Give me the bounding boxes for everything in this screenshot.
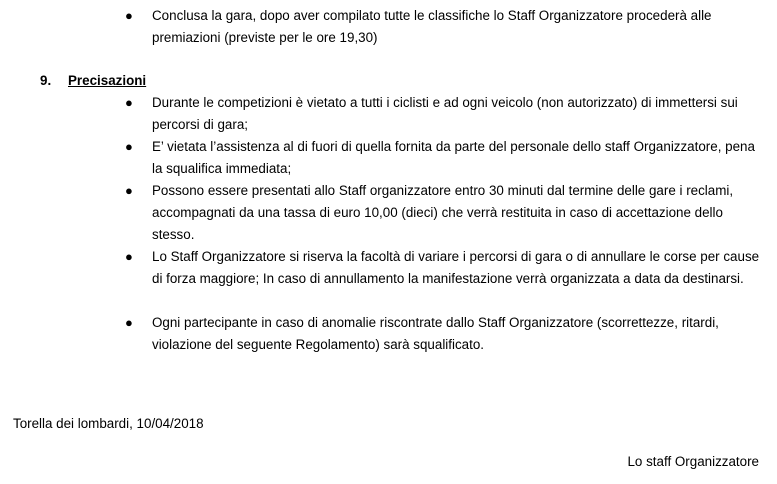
list-item-text: Lo Staff Organizzatore si riserva la facoltà di variare i percorsi di gara o di annullare le corse per cause di forza maggiore; In caso di annullamento la manifestazione verrà organizzata a data da destinarsi. [152, 249, 760, 286]
list-item-text: Ogni partecipante in caso di anomalie riscontrate dallo Staff Organizzatore (scorrettezze, ritardi, violazione del seguente Regolamento) sarà squalificato. [152, 315, 719, 352]
bullet-icon: ● [125, 95, 133, 110]
signature: Lo staff Organizzatore [627, 454, 759, 469]
list-item [125, 180, 764, 245]
section-heading [40, 70, 146, 92]
list-item [125, 246, 764, 290]
bullet-icon: ● [125, 8, 133, 23]
bullet-icon: ● [125, 139, 133, 154]
bullet-icon: ● [125, 249, 133, 264]
place-date: Torella dei lombardi, 10/04/2018 [13, 416, 204, 431]
list-item [125, 92, 764, 136]
list-item-text: Durante le competizioni è vietato a tutti i ciclisti e ad ogni veicolo (non autorizzato) di immettersi sui percorsi di gara; [152, 95, 738, 132]
list-item [125, 136, 764, 180]
list-item-text: Conclusa la gara, dopo aver compilato tutte le classifiche lo Staff Organizzatore procederà alle premiazioni (previste per le ore 19,30) [152, 8, 712, 45]
list-item-text: Possono essere presentati allo Staff organizzatore entro 30 minuti dal termine delle gare i reclami, accompagnati da una tassa di euro 10,00 (dieci) che verrà restituita in caso di accettazione dello stesso. [152, 183, 734, 242]
bullet-icon: ● [125, 315, 133, 330]
bullet-icon: ● [125, 183, 133, 198]
list-item-awards [125, 5, 764, 49]
list-item [125, 312, 764, 356]
list-item-text: E’ vietata l’assistenza al di fuori di quella fornita da parte del personale dello staff Organizzatore, pena la squalifica immediata; [152, 139, 755, 176]
section-title: Precisazioni [68, 73, 147, 88]
section-number: 9. [40, 73, 52, 88]
